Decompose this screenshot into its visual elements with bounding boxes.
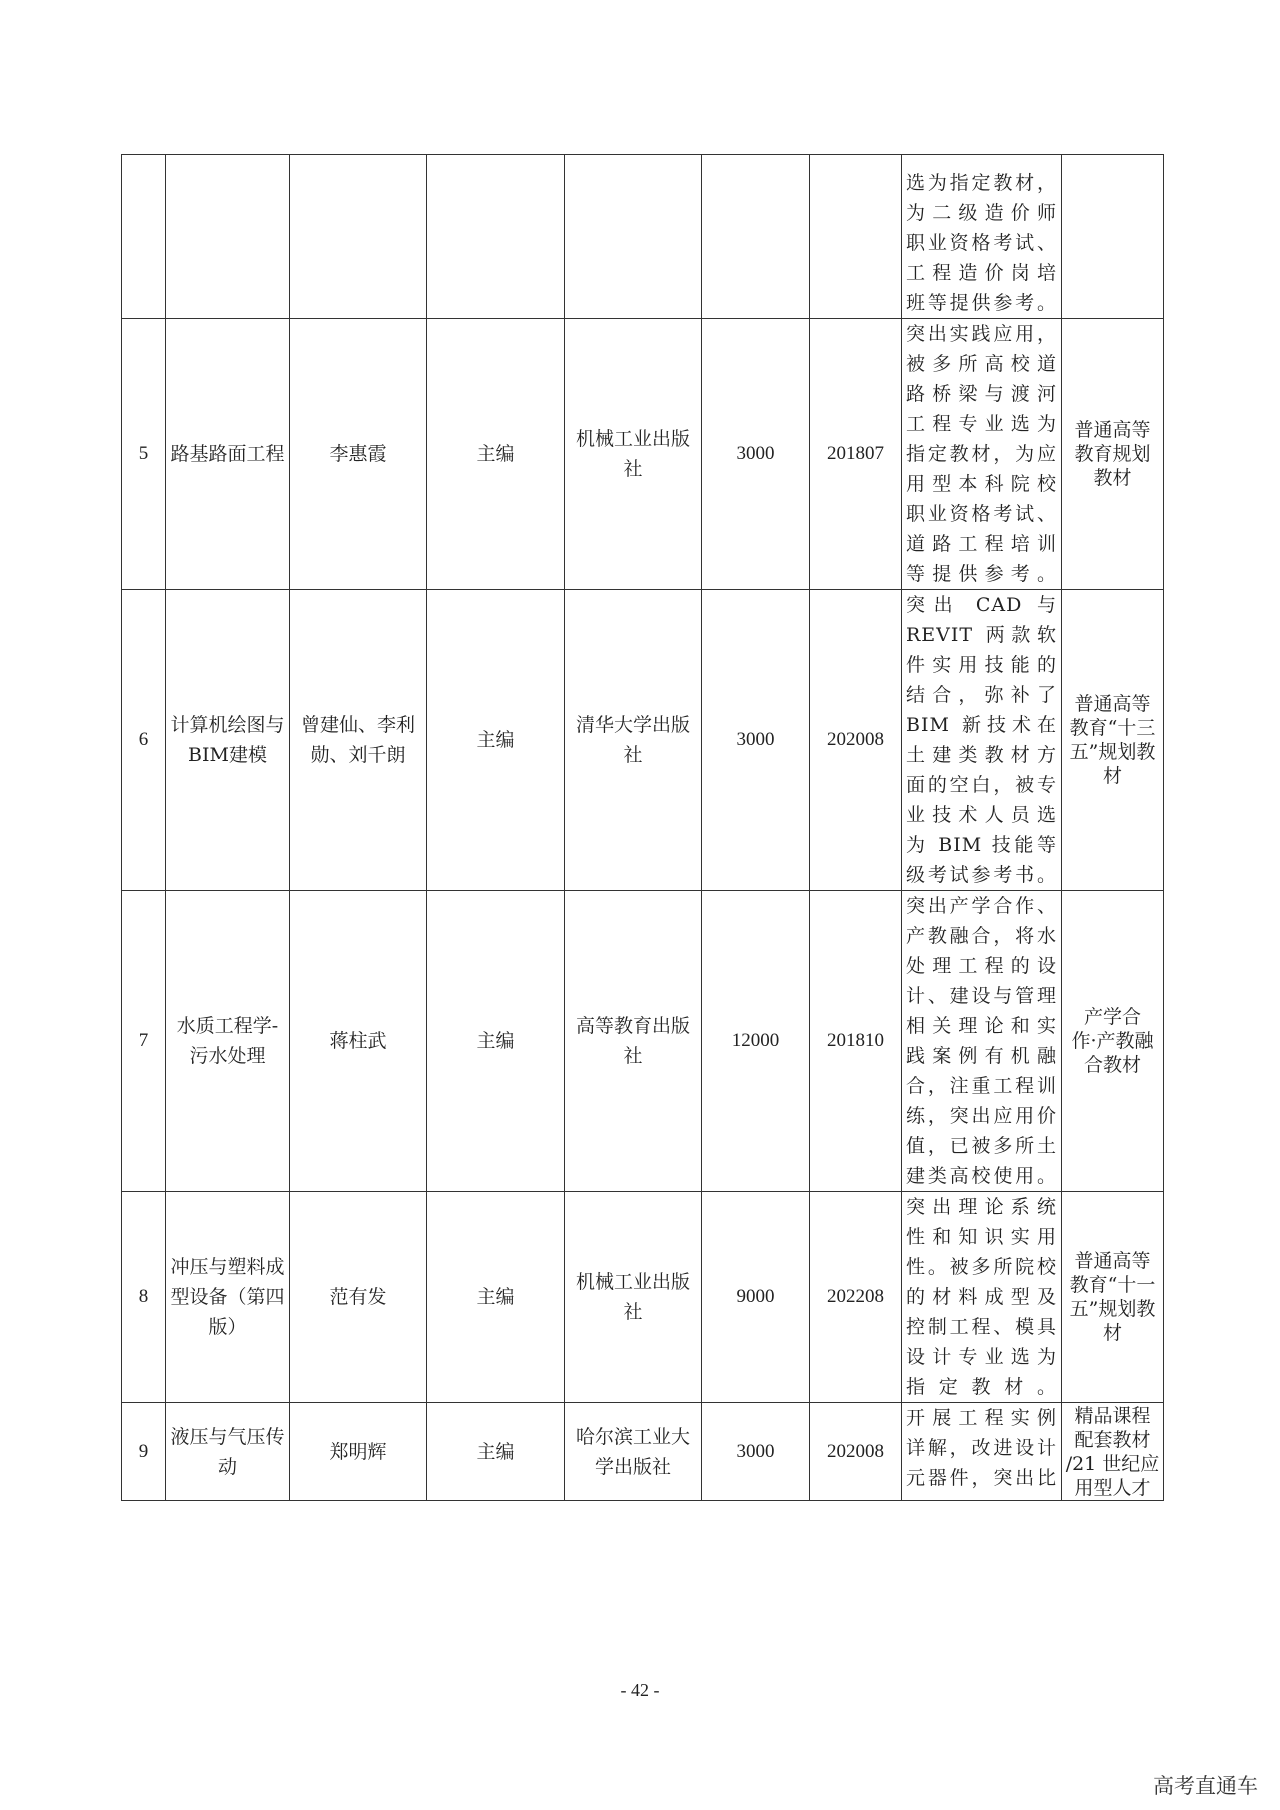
table-row bbox=[122, 590, 1164, 891]
cell-author: 曾建仙、李利勋、刘千朗 bbox=[290, 590, 427, 891]
table-row bbox=[122, 1403, 1164, 1501]
table-row bbox=[122, 319, 1164, 590]
table-row bbox=[122, 891, 1164, 1192]
description-line: 职业资格考试、 bbox=[906, 503, 1057, 525]
description-line: 工程专业选为 bbox=[906, 413, 1057, 435]
cell-description bbox=[902, 1192, 1062, 1403]
description-line: 突出理论系统 bbox=[906, 1196, 1057, 1218]
description-line: 班等提供参考。 bbox=[906, 292, 1057, 314]
note-line: 教育“十三 bbox=[1069, 717, 1156, 739]
cell-author: 李惠霞 bbox=[290, 319, 427, 590]
description-line: 控制工程、模具 bbox=[906, 1316, 1057, 1338]
note-line: 五”规划教 bbox=[1069, 1298, 1156, 1320]
cell-description bbox=[902, 891, 1062, 1192]
description-line: 为二级造价师 bbox=[906, 202, 1057, 224]
cell-copies: 9000 bbox=[702, 1192, 810, 1403]
description-line: 产教融合，将水 bbox=[906, 925, 1057, 947]
cell-date: 202008 bbox=[810, 590, 902, 891]
cell-description bbox=[902, 1403, 1062, 1501]
description-line: 职业资格考试、 bbox=[906, 232, 1057, 254]
cell-note bbox=[1062, 891, 1164, 1192]
note-line: 教材 bbox=[1093, 467, 1132, 489]
description-line: 计、建设与管理 bbox=[906, 985, 1057, 1007]
note-line: 作·产教融 bbox=[1071, 1030, 1154, 1052]
textbook-table bbox=[121, 154, 1164, 1501]
note-line: /21 世纪应 bbox=[1065, 1452, 1160, 1475]
note-line: 精品课程 bbox=[1074, 1404, 1151, 1427]
cell-date: 202008 bbox=[810, 1403, 902, 1501]
description-line: 处理工程的设 bbox=[906, 955, 1057, 977]
cell-publisher: 机械工业出版社 bbox=[565, 319, 702, 590]
description-line: 土建类教材方 bbox=[906, 744, 1057, 766]
note-line: 教育规划 bbox=[1074, 443, 1151, 465]
description-line: 突出 CAD 与 bbox=[906, 594, 1057, 616]
description-line: 练，突出应用价 bbox=[906, 1105, 1057, 1127]
cell-publisher: 哈尔滨工业大学出版社 bbox=[565, 1403, 702, 1501]
description-line: BIM 新技术在 bbox=[906, 714, 1057, 736]
cell-title: 液压与气压传动 bbox=[166, 1403, 290, 1501]
description-line: 设计专业选为 bbox=[906, 1346, 1057, 1368]
cell-number bbox=[122, 155, 166, 319]
note-line: 普通高等 bbox=[1074, 693, 1151, 715]
description-line: 突出产学合作、 bbox=[906, 895, 1057, 917]
description-line: 性。被多所院校 bbox=[906, 1256, 1057, 1278]
description-line: 详解，改进设计 bbox=[906, 1437, 1057, 1459]
note-line: 五”规划教 bbox=[1069, 741, 1156, 763]
cell-title bbox=[166, 155, 290, 319]
cell-note bbox=[1062, 590, 1164, 891]
description-line: 业技术人员选 bbox=[906, 804, 1057, 826]
cell-author: 郑明辉 bbox=[290, 1403, 427, 1501]
cell-note bbox=[1062, 155, 1164, 319]
description-line: 等提供参考。 bbox=[906, 563, 1057, 585]
description-line: 性和知识实用 bbox=[906, 1226, 1057, 1248]
note-line: 材 bbox=[1102, 765, 1122, 787]
cell-date: 202208 bbox=[810, 1192, 902, 1403]
description-line: REVIT 两款软 bbox=[906, 624, 1057, 646]
cell-publisher: 机械工业出版社 bbox=[565, 1192, 702, 1403]
table-body bbox=[122, 155, 1164, 1501]
note-line: 合教材 bbox=[1083, 1054, 1141, 1076]
description-line: 相关理论和实 bbox=[906, 1015, 1057, 1037]
cell-author: 范有发 bbox=[290, 1192, 427, 1403]
cell-date: 201810 bbox=[810, 891, 902, 1192]
description-line: 开展工程实例 bbox=[906, 1407, 1057, 1429]
cell-number: 5 bbox=[122, 319, 166, 590]
cell-number: 9 bbox=[122, 1403, 166, 1501]
cell-role: 主编 bbox=[427, 590, 565, 891]
table-row bbox=[122, 155, 1164, 319]
cell-copies: 12000 bbox=[702, 891, 810, 1192]
description-line: 建类高校使用。 bbox=[906, 1165, 1057, 1187]
cell-note bbox=[1062, 319, 1164, 590]
cell-title: 计算机绘图与BIM建模 bbox=[166, 590, 290, 891]
description-line: 选为指定教材， bbox=[906, 172, 1057, 194]
note-line: 用型人才 bbox=[1074, 1476, 1151, 1499]
cell-role: 主编 bbox=[427, 1192, 565, 1403]
cell-description bbox=[902, 155, 1062, 319]
note-line: 教育“十一 bbox=[1069, 1274, 1156, 1296]
cell-role: 主编 bbox=[427, 891, 565, 1192]
cell-description bbox=[902, 590, 1062, 891]
description-line: 面的空白，被专 bbox=[906, 774, 1057, 796]
description-line: 突出实践应用， bbox=[906, 323, 1057, 345]
cell-note bbox=[1062, 1192, 1164, 1403]
note-line: 普通高等 bbox=[1074, 419, 1151, 441]
description-line: 为 BIM 技能等 bbox=[906, 834, 1057, 856]
cell-description bbox=[902, 319, 1062, 590]
description-line: 件实用技能的 bbox=[906, 654, 1057, 676]
description-line: 合，注重工程训 bbox=[906, 1075, 1057, 1097]
note-line: 配套教材 bbox=[1074, 1428, 1151, 1451]
cell-number: 7 bbox=[122, 891, 166, 1192]
description-line: 路桥梁与渡河 bbox=[906, 383, 1057, 405]
cell-copies: 3000 bbox=[702, 1403, 810, 1501]
cell-role: 主编 bbox=[427, 319, 565, 590]
cell-publisher: 高等教育出版社 bbox=[565, 891, 702, 1192]
description-line: 级考试参考书。 bbox=[906, 864, 1057, 886]
description-line: 被多所高校道 bbox=[906, 353, 1057, 375]
description-line: 指定教材，为应 bbox=[906, 443, 1057, 465]
cell-title: 水质工程学-污水处理 bbox=[166, 891, 290, 1192]
cell-copies: 3000 bbox=[702, 319, 810, 590]
cell-publisher: 清华大学出版社 bbox=[565, 590, 702, 891]
page-number: - 42 - bbox=[620, 1680, 660, 1700]
cell-author: 蒋柱武 bbox=[290, 891, 427, 1192]
cell-role bbox=[427, 155, 565, 319]
note-line: 材 bbox=[1102, 1322, 1122, 1344]
description-line: 结合，弥补了 bbox=[906, 684, 1057, 706]
cell-author bbox=[290, 155, 427, 319]
cell-publisher bbox=[565, 155, 702, 319]
cell-date: 201807 bbox=[810, 319, 902, 590]
cell-title: 冲压与塑料成型设备（第四版） bbox=[166, 1192, 290, 1403]
description-line: 指定教材。 bbox=[906, 1376, 1057, 1398]
cell-copies bbox=[702, 155, 810, 319]
note-line: 产学合 bbox=[1083, 1006, 1141, 1028]
cell-date bbox=[810, 155, 902, 319]
description-line: 元器件，突出比 bbox=[906, 1467, 1057, 1489]
watermark: 高考直通车 bbox=[1153, 1774, 1258, 1798]
description-line: 工程造价岗培 bbox=[906, 262, 1057, 284]
table-row bbox=[122, 1192, 1164, 1403]
description-line: 的材料成型及 bbox=[906, 1286, 1057, 1308]
description-line: 用型本科院校 bbox=[906, 473, 1057, 495]
cell-role: 主编 bbox=[427, 1403, 565, 1501]
cell-number: 8 bbox=[122, 1192, 166, 1403]
note-line: 普通高等 bbox=[1074, 1250, 1151, 1272]
cell-number: 6 bbox=[122, 590, 166, 891]
cell-title: 路基路面工程 bbox=[166, 319, 290, 590]
cell-copies: 3000 bbox=[702, 590, 810, 891]
description-line: 践案例有机融 bbox=[906, 1045, 1057, 1067]
description-line: 道路工程培训 bbox=[906, 533, 1057, 555]
cell-note bbox=[1062, 1403, 1164, 1501]
description-line: 值，已被多所土 bbox=[906, 1135, 1057, 1157]
